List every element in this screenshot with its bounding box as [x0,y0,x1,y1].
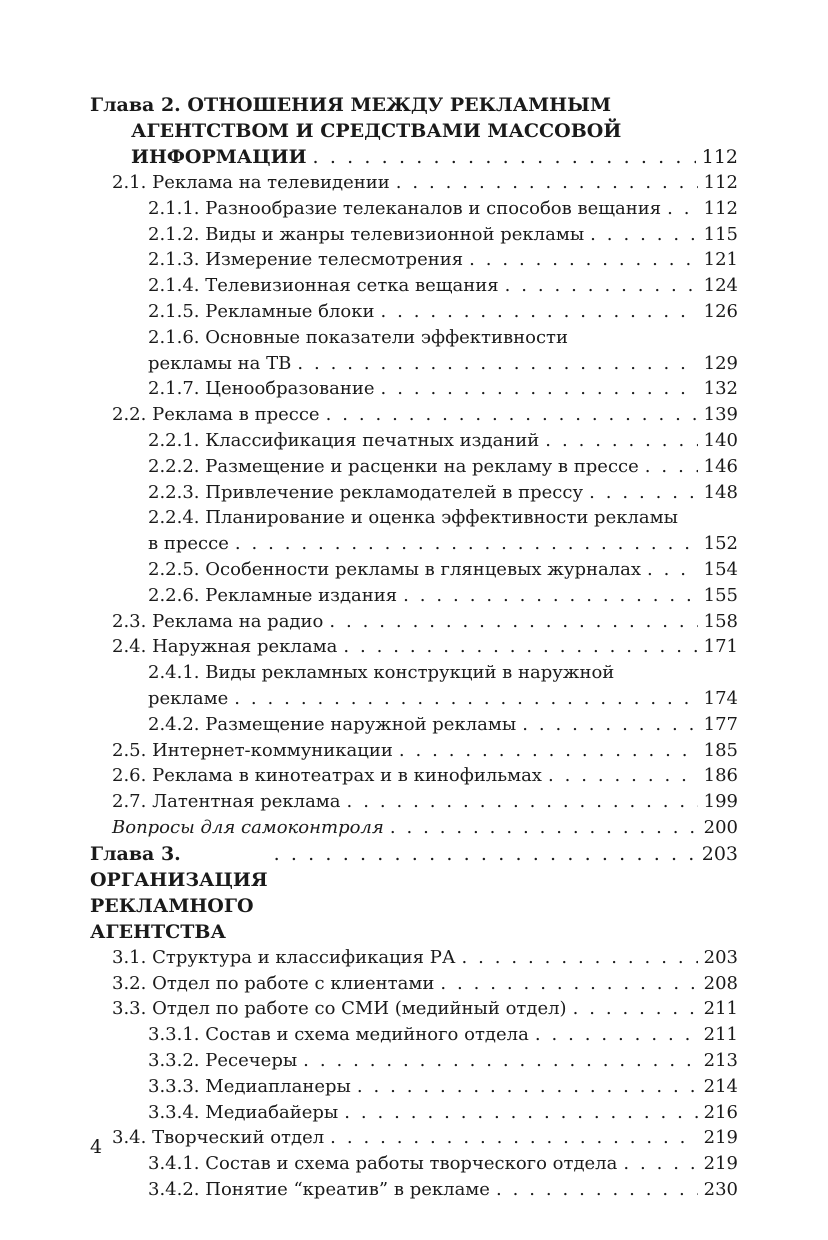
dot-leader [344,1100,697,1126]
entry-title: Рекламные издания [205,584,398,606]
entry-page: 132 [703,378,738,400]
toc-entry[interactable] [90,1100,738,1126]
entry-page: 112 [703,172,738,193]
toc-entry[interactable] [90,170,738,196]
entry-page: 155 [703,584,738,606]
entry-title: Состав и схема медийного отдела [205,1024,529,1046]
dot-leader [390,815,698,841]
dot-leader [548,763,698,789]
toc-entry[interactable] [90,660,738,712]
entry-page: 186 [703,765,738,787]
toc-entry[interactable] [90,1125,738,1151]
entry-page: 129 [703,352,738,374]
dot-leader [589,480,698,506]
toc-entry[interactable] [90,273,738,299]
entry-page: 140 [703,429,738,451]
toc-entry[interactable] [90,557,738,583]
dot-leader [234,686,697,712]
entry-page: 174 [703,687,738,709]
chapter-2-title-line2: АГЕНТСТВОМ И СРЕДСТВАМИ МАССОВОЙ [131,120,622,142]
entry-title: Размещение и расценки на рекламу в прессе [205,455,639,477]
dot-leader [326,402,698,428]
page-number: 4 [90,1136,103,1158]
entry-number: 2.4. [112,636,147,658]
toc-entry[interactable] [90,1151,738,1177]
entry-page: 115 [703,223,738,245]
toc-entry[interactable] [90,996,738,1022]
entry-page: 171 [703,636,738,658]
toc-entry[interactable] [90,1022,738,1048]
entry-title-line1: Планирование и оценка эффективности рекламы [205,507,678,529]
toc-entry[interactable] [90,763,738,789]
dot-leader [461,945,697,971]
dot-leader [505,273,698,299]
dot-leader [347,789,698,815]
dot-leader [330,1125,697,1151]
toc-entry[interactable] [90,222,738,248]
toc-entry[interactable] [90,454,738,480]
entry-title-line2: рекламы на ТВ [148,352,292,374]
entry-title-line1: Основные показатели эффективности [205,326,569,348]
entry-number: 3.4. [112,1127,147,1149]
chapter-2-heading [90,92,738,170]
entry-page: 230 [703,1178,738,1200]
dot-leader [297,351,697,377]
entry-title: Измерение телесмотрения [205,249,464,271]
toc-entry[interactable] [90,789,738,815]
dot-leader [667,196,698,222]
entry-title: Телевизионная сетка вещания [205,275,499,297]
dot-leader [313,144,696,170]
dot-leader [343,634,697,660]
entry-number: 2.2.5. [148,558,200,580]
toc-entry[interactable] [90,247,738,273]
entry-page: 219 [703,1153,738,1175]
toc-entry[interactable] [90,712,738,738]
entry-title: Медиапланеры [205,1075,351,1097]
toc-entry[interactable] [90,609,738,635]
dot-leader [469,247,698,273]
toc-entry[interactable] [90,376,738,402]
entry-number: 2.2.3. [148,481,200,503]
dot-leader [623,1151,697,1177]
entry-page: 213 [703,1049,738,1071]
dot-leader [535,1022,698,1048]
entry-title-line2: в прессе [148,533,229,555]
entry-page: 152 [703,533,738,555]
entry-number: 2.1.5. [148,300,200,322]
dot-leader [403,583,698,609]
entry-page: 124 [703,275,738,297]
entry-number: 2.2.2. [148,455,200,477]
toc-entry[interactable] [90,971,738,997]
entry-number: 2.6. [112,765,147,787]
entry-page: 214 [703,1075,738,1097]
entry-page: 185 [703,739,738,761]
entry-title: Вопросы для самоконтроля [112,816,384,838]
entry-number: 3.1. [112,946,147,968]
entry-number: 3.3. [112,998,147,1020]
dot-leader [396,170,698,196]
dot-leader [522,712,697,738]
dot-leader [545,428,697,454]
entry-page: 211 [703,998,738,1020]
entry-number: 2.1.6. [148,326,200,348]
entry-title: Творческий отдел [152,1127,325,1149]
entry-title: Виды и жанры телевизионной рекламы [205,223,585,245]
entry-number: 2.7. [112,791,147,813]
toc-entry[interactable] [90,196,738,222]
entry-page: 216 [703,1101,738,1123]
toc-entry[interactable] [90,1074,738,1100]
entry-number: 2.1. [112,172,147,193]
entry-number: 3.3.3. [148,1075,200,1097]
entry-number: 2.3. [112,610,147,632]
toc-entry[interactable] [90,945,738,971]
entry-title: Реклама в прессе [152,404,320,426]
chapter-2-title-line1: Глава 2. ОТНОШЕНИЯ МЕЖДУ РЕКЛАМНЫМ [90,94,611,116]
entry-title: Ресечеры [205,1049,298,1071]
entry-page: 199 [703,791,738,813]
entry-number: 3.3.4. [148,1101,200,1123]
dot-leader [647,557,698,583]
entry-number: 3.4.2. [148,1178,200,1200]
entry-number: 2.1.3. [148,249,200,271]
toc-entry-self-check[interactable] [90,815,738,841]
entry-page: 154 [703,558,738,580]
chapter-3-title: Глава 3. ОРГАНИЗАЦИЯ РЕКЛАМНОГО АГЕНТСТВА [90,842,268,943]
entry-number: 2.1.7. [148,378,200,400]
entry-number: 2.2. [112,404,147,426]
toc-entry[interactable] [90,634,738,660]
entry-page: 158 [703,610,738,632]
toc-entry[interactable] [90,738,738,764]
toc-entry[interactable] [90,480,738,506]
entry-title: Ценообразование [205,378,375,400]
entry-title: Рекламные блоки [205,300,375,322]
toc-entry[interactable] [90,583,738,609]
entry-page: 219 [703,1127,738,1149]
entry-title: Размещение наружной рекламы [205,713,517,735]
entry-page: 200 [703,816,738,838]
entry-page: 146 [703,455,738,477]
entry-title: Структура и классификация РА [152,946,456,968]
dot-leader [573,996,698,1022]
entry-number: 3.4.1. [148,1153,200,1175]
entry-title: Интернет-коммуникации [152,739,393,761]
entry-number: 2.2.4. [148,507,200,529]
dot-leader [381,299,698,325]
entry-title-line2: рекламе [148,687,229,709]
chapter-2-title-line3: ИНФОРМАЦИИ [131,146,307,168]
entry-number: 2.5. [112,739,147,761]
entry-number: 2.1.4. [148,275,200,297]
chapter-3-heading[interactable] [90,841,738,945]
entry-number: 3.2. [112,972,147,994]
dot-leader [357,1074,698,1100]
dot-leader [496,1177,698,1203]
entry-page: 139 [703,404,738,426]
dot-leader [329,609,697,635]
dot-leader [399,738,698,764]
toc-entry[interactable] [90,299,738,325]
chapter-3-page: 203 [701,842,738,865]
toc-entry[interactable] [90,428,738,454]
entry-page: 177 [703,713,738,735]
entry-page: 148 [703,481,738,503]
entry-title-line1: Виды рекламных конструкций в наружной [205,662,615,684]
entry-page: 121 [703,249,738,271]
entry-title: Разнообразие телеканалов и способов вещания [205,197,662,219]
dot-leader [235,531,698,557]
entry-number: 2.1.1. [148,197,200,219]
entry-page: 203 [703,946,738,968]
entry-page: 211 [703,1024,738,1046]
entry-title: Медиабайеры [205,1101,339,1123]
entry-title: Привлечение рекламодателей в прессу [205,481,584,503]
entry-number: 2.4.1. [148,662,200,684]
dot-leader [381,376,698,402]
entry-page: 126 [703,300,738,322]
dot-leader [303,1048,697,1074]
dot-leader [274,841,696,867]
entry-title: Отдел по работе со СМИ (медийный отдел) [152,998,567,1020]
entry-title: Понятие “креатив” в рекламе [205,1178,490,1200]
toc-entry[interactable] [90,325,738,377]
entry-title: Особенности рекламы в глянцевых журналах [205,558,642,580]
entry-number: 3.3.2. [148,1049,200,1071]
table-of-contents [90,92,738,1203]
entry-title: Отдел по работе с клиентами [152,972,435,994]
entry-number: 2.2.6. [148,584,200,606]
entry-title: Состав и схема работы творческого отдела [205,1153,618,1175]
entry-page: 208 [703,972,738,994]
entry-number: 3.3.1. [148,1024,200,1046]
entry-page: 112 [703,197,738,219]
entry-number: 2.1.2. [148,223,200,245]
toc-entry[interactable] [90,505,738,557]
dot-leader [590,222,697,248]
entry-title: Реклама на радио [152,610,324,632]
entry-number: 2.4.2. [148,713,200,735]
entry-number: 2.2.1. [148,429,200,451]
toc-entry[interactable] [90,1177,738,1203]
toc-entry[interactable] [90,402,738,428]
toc-entry[interactable] [90,1048,738,1074]
entry-title: Реклама в кинотеатрах и в кинофильмах [152,765,542,787]
entry-title: Наружная реклама [152,636,338,658]
entry-title: Латентная реклама [152,791,341,813]
dot-leader [645,454,698,480]
entry-title: Реклама на телевидении [152,172,390,193]
entry-title: Классификация печатных изданий [205,429,540,451]
dot-leader [440,971,697,997]
chapter-2-page: 112 [701,146,738,168]
